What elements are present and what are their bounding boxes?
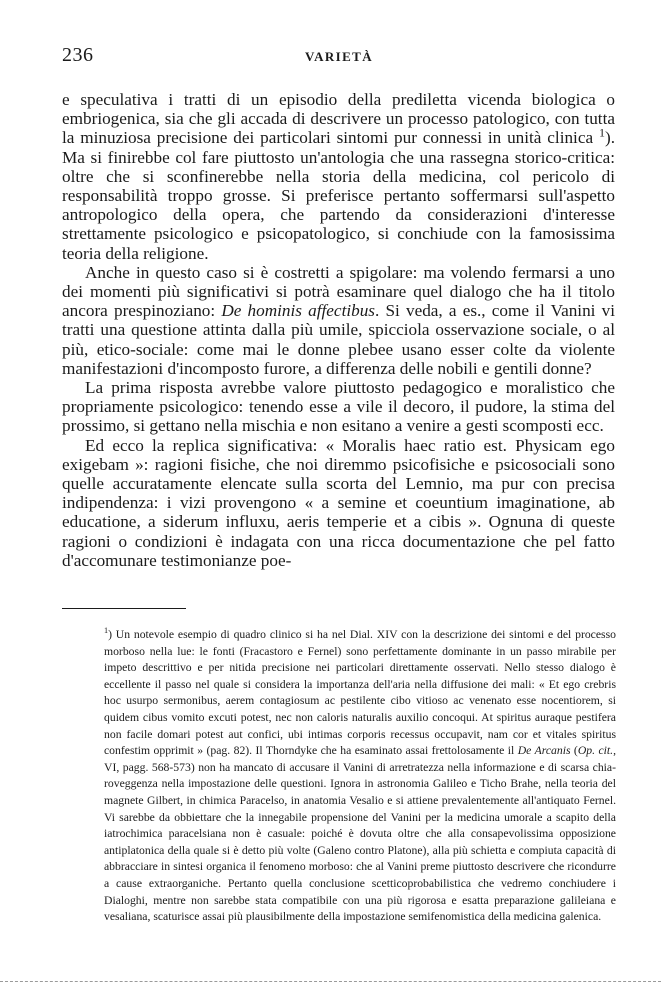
text-run: . Si veda, a es., come il Vanini vi tratti una questione attinta dalla più umile, spicciola osservazione sociale, o al più, etico-sociale: come mai le donne plebee usano esser colte da violente manifestazioni d'incomposto furore, a differenza delle nobili e gentili donne?: [62, 301, 615, 378]
scan-edge-line: [0, 981, 661, 982]
italic-title: De hominis affectibus: [221, 301, 375, 321]
text-run: Anche in questo caso si è costretti a spigolare: ma volendo fermarsi a uno dei momenti più significativi si potrà esaminare quel dialogo che ha il titolo ancora prespinoziano:: [62, 262, 615, 321]
footnote-marker: 1: [104, 626, 109, 636]
main-text: [62, 90, 615, 570]
text-run: ). Ma si finirebbe col fare piuttosto un'antologia che una rassegna storico-critica: oltre che si sconfinerebbe nella storia della medicina, col pericolo di responsabilità troppo grosse. Si preferisce pertanto soffermarsi sull'aspetto antropologico della opera, che partendo da considerazioni d'interesse strettamente psicologico e psicopatologico, si conchiude con la famosissima teoria della religione.: [62, 128, 615, 263]
footnote-marker: 1: [598, 125, 605, 140]
text-run: e speculativa i tratti di un episodio della prediletta vicenda biologica o embriogenica, sia che gli accada di descrivere un processo patologico, con tutta la minuziosa precisione dei particolari sintomi pur connessi in unità clinica: [62, 90, 615, 148]
paragraph-4: [62, 436, 615, 570]
text-run: Ed ecco la replica significativa: « Moralis haec ratio est. Physicam ego exigebam »: ragioni fisiche, che noi diremmo psicofisiche e psicosociali sono quelle accuratamente elencate sulla scorta del Lemnio, ma pur con precisa indipendenza: i vizi provengono « a semine et coeuntium imaginatione, ab educatione, a siderum influxu, aeris temperie et a cibis ». Ognuna di queste ragioni o condizioni è indagata con una ricca documentazione che pel fatto d'accomunare testimonianze poe-: [62, 435, 615, 570]
text-run: , VI, pagg. 568-573) non ha mancato di accusare il Vanini di arretratezza nella informazione e di scarsa chiaroveggenza nella impostazione delle questioni. Ignora in astronomia Galileo e Ticho Brahe, nella teoria del magnete Gilbert, in chimica Paracelso, in anatomia Vesalio e si attiene prevalentemente all'antiquato Fernel. Vi sarebbe da obbiettare che la innegabile propensione del Vanini per la medicina umorale a scapito della iatrochimica paracelsiana non è casuale: poiché è dovuta oltre che alla consapevolissima opposizione antiplatonica della quale si è detto più volte (Galeno contro Platone), alla più schietta e compiuta capacità di abbracciare in sintesi organica il fenomeno morboso: che al Vanini preme piuttosto descrivere che ricondurre a cause extraorganiche. Pertanto quella conclusione scetticoprobabilistica che vedremo conchiudere i Dialoghi, mentre non sarebbe stata compatibile con una più rigorosa e esatta preparazione galileiana e vesaliana, scaturisce assai più plausibilmente della impostazione semifenomistica della medicina galenica.: [104, 744, 616, 924]
italic-title: De Arcanis: [517, 744, 571, 758]
text-run: ) Un notevole esempio di quadro clinico si ha nel Dial. XIV con la descrizione dei sintomi e del processo morboso nella lue: le fonti (Fracastoro e Fernel) sono perfettamente dominante in un passo mirabile per impeto descrittivo e per nitida precisione nei particolari direttamente osservati. Nello stesso dialogo è eccellente il passo nel quale si considera la importanza dell'aria nella diffusione dei mali: « Et ego crebris hoc usurpo sermonibus, aerem contagiosum ac pestilente cibo vitioso ac venenato esse nocentiorem, si quidem cibus vomito excuti potest, nec non caloris naturalis auxilio concoqui. At spiritus auraque pestifera non facile domari potest aut confici, ubi intimas corporis recessus occupavit, nam cor et vitales spiritus confestim opprimit » (pag. 82). Il Thorndyke che ha esaminato assai frettolosamente il: [104, 628, 616, 758]
page-number: 236: [62, 44, 94, 66]
italic-title: Op. cit.: [577, 744, 614, 758]
text-run: La prima risposta avrebbe valore piuttosto pedagogico e moralistico che propriamente psicologico: tenendo esse a vile il decoro, il pudore, la stima del prossimo, si gettano nella mischia e non esitano a venire a gesti scomposti ecc.: [62, 378, 615, 436]
footnote-separator: [62, 608, 186, 609]
text-run: (: [570, 744, 578, 758]
running-head: VARIETÀ: [304, 49, 374, 64]
paragraph-1: [62, 90, 615, 263]
paragraph-3: [62, 378, 615, 436]
page-header: [62, 44, 616, 70]
footnote-1: [104, 627, 616, 926]
paragraph-2: [62, 263, 615, 378]
